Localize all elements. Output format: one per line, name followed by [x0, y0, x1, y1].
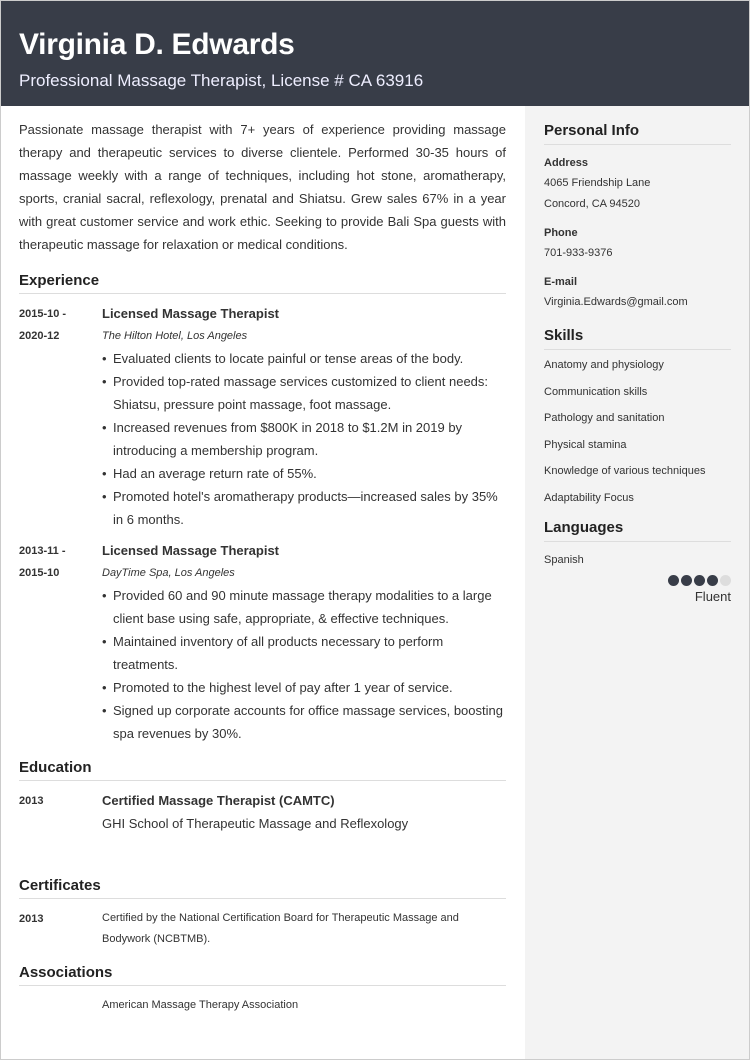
job-bullet: • Promoted hotel's aromatherapy products—increased sales by 35% in 6 months.: [102, 485, 506, 531]
email-value: Virginia.Edwards@gmail.com: [544, 296, 688, 308]
experience-heading: Experience: [19, 272, 506, 294]
job-date-start: 2015-10 -: [19, 308, 67, 320]
phone-value: 701-933-9376: [544, 247, 613, 259]
job-bullet: • Promoted to the highest level of pay after 1 year of service.: [102, 676, 506, 699]
association-entry: [19, 995, 506, 1016]
rating-dot: [720, 575, 731, 586]
main-column: [19, 106, 506, 1016]
job-bullet: • Provided top-rated massage services customized to client needs: Shiatsu, pressure point massage, foot massage.: [102, 370, 506, 416]
job-bullet: • Increased revenues from $800K in 2018 to $1.2M in 2019 by introducing a membership program.: [102, 416, 506, 462]
rating-dot: [668, 575, 679, 586]
job-bullet: • Signed up corporate accounts for office massage services, boosting spa revenues by 30%.: [102, 699, 506, 745]
job-company: The Hilton Hotel, Los Angeles: [102, 330, 248, 342]
skill-item: Communication skills: [544, 385, 648, 398]
email-label: E-mail: [544, 276, 578, 288]
languages-list: [544, 550, 731, 604]
address-line-2: Concord, CA 94520: [544, 198, 641, 210]
skill-item: Anatomy and physiology: [544, 359, 664, 371]
job-date-start: 2013-11 -: [19, 545, 66, 557]
language-name: Spanish: [544, 554, 584, 566]
job-bullets: [102, 584, 506, 745]
candidate-name: Virginia D. Edwards: [19, 28, 295, 61]
education-heading: Education: [19, 759, 506, 781]
language-rating: [544, 575, 731, 586]
education-school: GHI School of Therapeutic Massage and Reflexology: [102, 816, 409, 831]
job-bullet: • Provided 60 and 90 minute massage therapy modalities to a large client base using safe, appropriate, & effective techniques.: [102, 584, 506, 630]
skills-list: [544, 352, 731, 511]
certificate-entry: [19, 908, 506, 950]
rating-dot: [681, 575, 692, 586]
job-date-end: 2015-10: [19, 567, 60, 579]
association-text: American Massage Therapy Association: [102, 999, 299, 1011]
job-title: Licensed Massage Therapist: [102, 543, 280, 558]
job-dates: [19, 303, 102, 531]
job-bullet: • Maintained inventory of all products necessary to perform treatments.: [102, 630, 506, 676]
job-company: DayTime Spa, Los Angeles: [102, 567, 235, 579]
skill-item: Physical stamina: [544, 438, 627, 451]
job-dates: [19, 540, 102, 745]
certificate-text: Certified by the National Certification Board for Therapeutic Massage and Bodywork (NCBTMB).: [102, 912, 459, 945]
summary: Passionate massage therapist with 7+ years of experience providing massage therapy and therapeutic services to diverse clientele. Performed 30-35 hours of massage weekly with a range of techniques, including hot stone, aromatherapy, sports, cranial sacral, reflexology, prenatal and Shiatsu. Grew sales 67% in a year with great customer service and work ethic. Seeking to provide Bali Spa guests with therapeutic massage for relaxation or medical conditions.: [19, 122, 506, 252]
personal-info-heading: Personal Info: [544, 122, 731, 145]
languages-heading: Languages: [544, 519, 731, 542]
skill-item: Knowledge of various techniques: [544, 465, 706, 477]
associations-heading: Associations: [19, 964, 506, 986]
education-degree: Certified Massage Therapist (CAMTC): [102, 793, 335, 808]
language-level: Fluent: [694, 589, 731, 604]
phone-label: Phone: [544, 227, 578, 239]
address-line-1: 4065 Friendship Lane: [544, 177, 651, 189]
job-title: Licensed Massage Therapist: [102, 306, 280, 321]
experience-list: [19, 303, 506, 745]
rating-dot: [707, 575, 718, 586]
job-date-end: 2020-12: [19, 330, 60, 342]
candidate-title: Professional Massage Therapist, License # CA 63916: [19, 71, 424, 90]
job-entry: [19, 303, 506, 531]
skills-heading: Skills: [544, 327, 731, 350]
job-bullet: • Had an average return rate of 55%.: [102, 462, 506, 485]
skill-item: Pathology and sanitation: [544, 412, 665, 424]
certificates-heading: Certificates: [19, 877, 506, 899]
job-entry: [19, 540, 506, 745]
job-bullet: • Evaluated clients to locate painful or tense areas of the body.: [102, 347, 506, 370]
education-date: 2013: [19, 795, 44, 807]
rating-dot: [694, 575, 705, 586]
skill-item: Adaptability Focus: [544, 491, 634, 504]
certificate-date: 2013: [19, 913, 44, 925]
resume-header: [0, 0, 750, 106]
address-label: Address: [544, 157, 589, 169]
job-bullets: [102, 347, 506, 531]
education-entry: [19, 790, 506, 835]
sidebar: [525, 106, 750, 1060]
